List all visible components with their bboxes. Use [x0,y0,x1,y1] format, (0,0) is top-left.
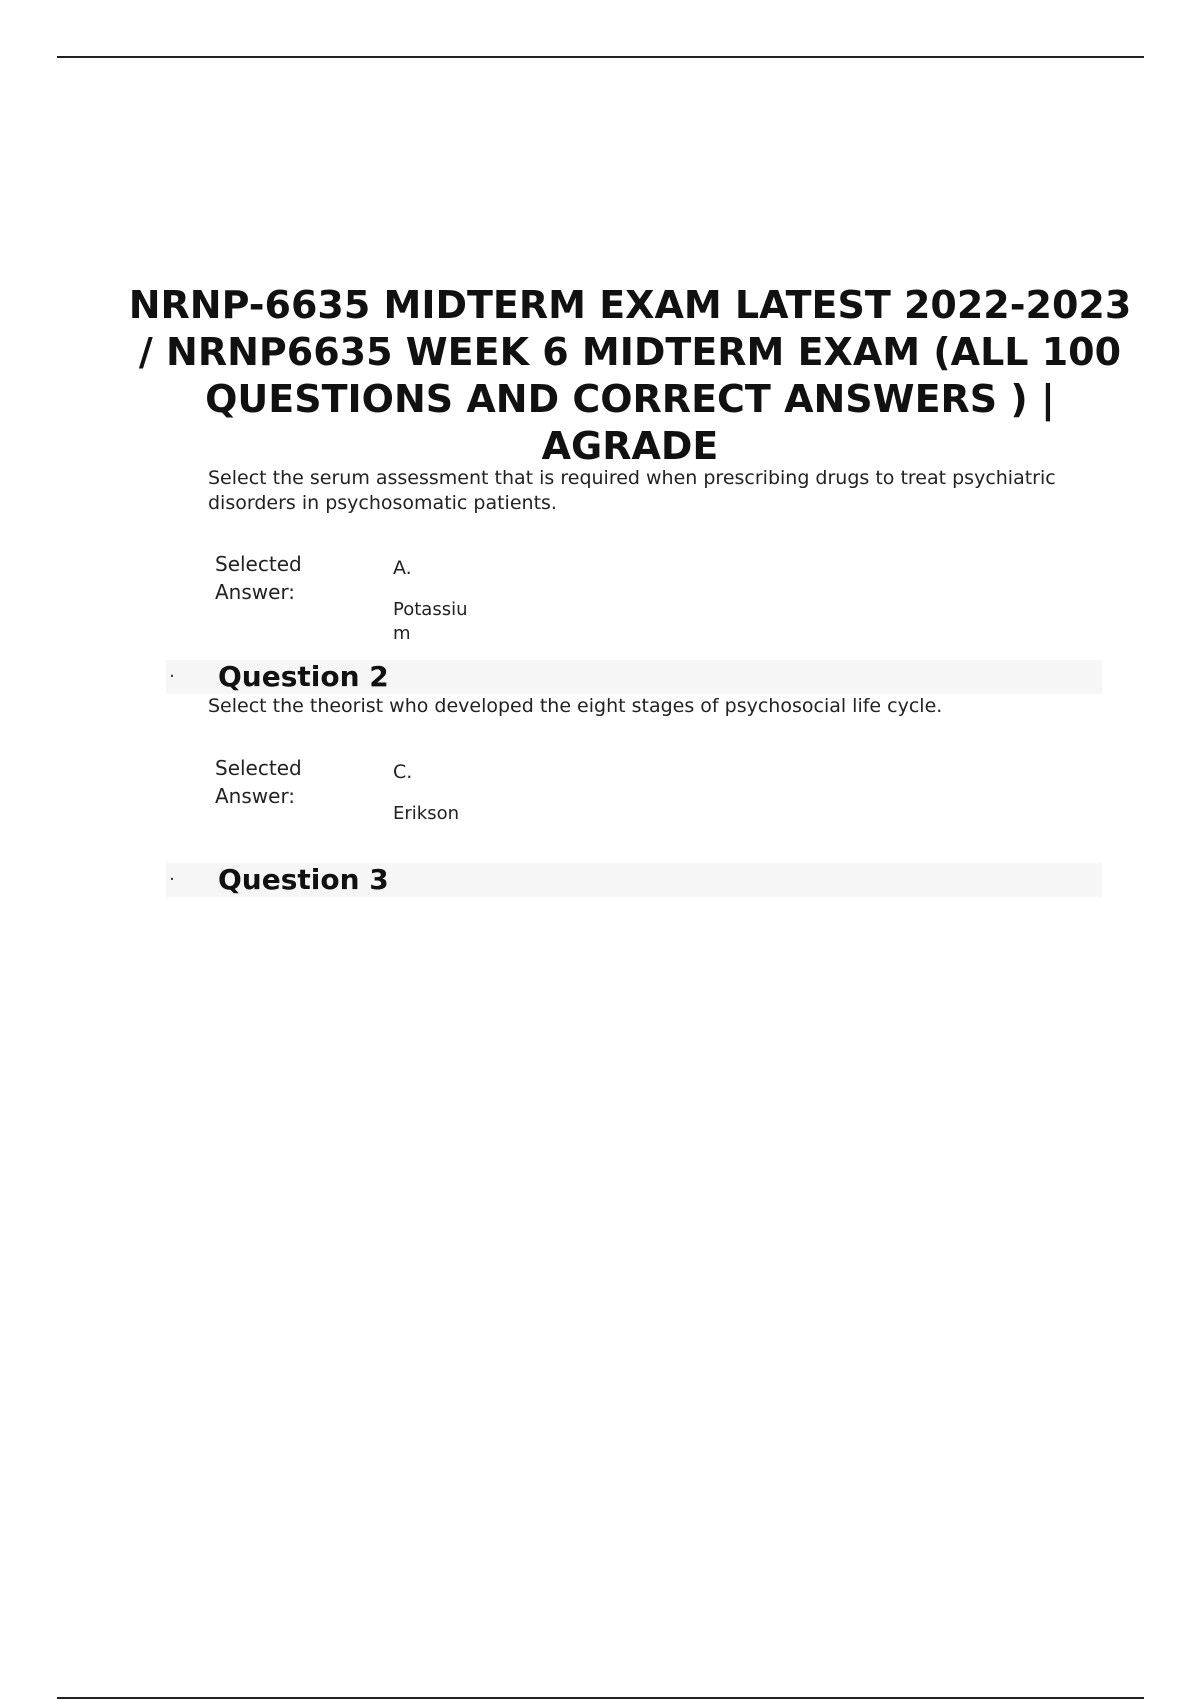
answer-value: Potassium [393,599,468,644]
answer-value: Erikson [393,803,459,824]
answer-letter: A. [393,557,412,579]
selected-answer-label: Selected Answer: [215,552,302,604]
answer-letter: C. [393,761,413,783]
question-title: Question 3 [218,863,389,896]
question-title: Question 2 [218,660,389,693]
bullet-icon: · [169,666,175,687]
selected-answer-label: Selected Answer: [215,756,302,808]
bullet-icon: · [169,869,175,890]
question-prompt: Select the theorist who developed the eight stages of psychosocial life cycle. [208,695,943,717]
top-divider [57,56,1144,58]
bottom-divider [57,1697,1144,1699]
document-title: NRNP-6635 MIDTERM EXAM LATEST 2022-2023 / NRNP6635 WEEK 6 MIDTERM EXAM (ALL 100 QUESTIONS AND CORRECT ANSWERS ) | AGRADE [128,283,1132,468]
question-header [166,863,1102,897]
question-header [166,660,1102,694]
question-prompt: Select the serum assessment that is required when prescribing drugs to treat psychiatric disorders in psychosomatic patients. [208,467,1056,514]
